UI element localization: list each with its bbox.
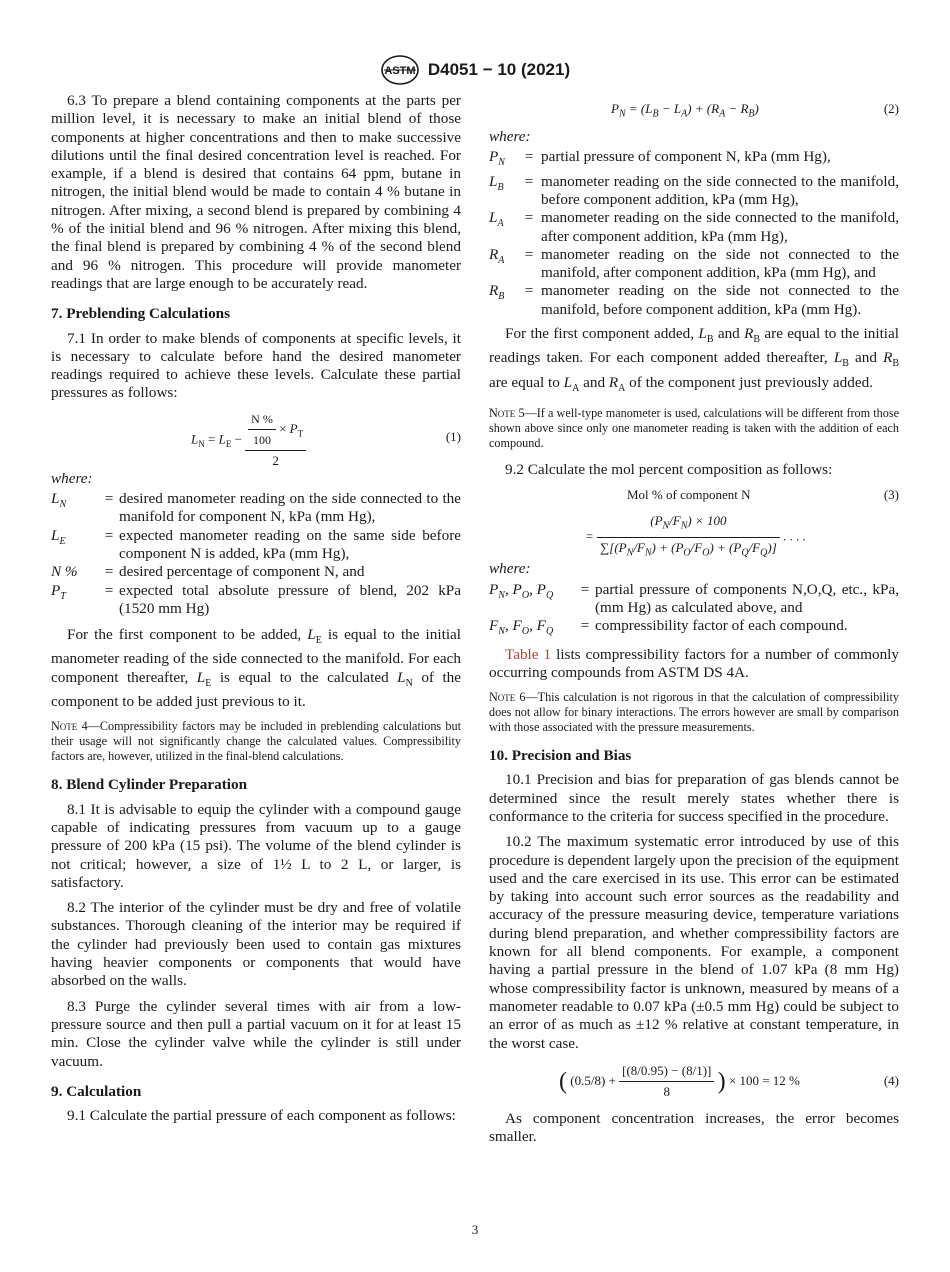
definition-text: manometer reading on the side connected to the manifold, after component addition, kPa (mm Hg), <box>541 209 899 245</box>
definition-equals: = <box>524 148 534 166</box>
equation-3-numerator: $(P_N/F_N) \times 100$ <box>597 512 780 538</box>
equation-3-dots: . . . . <box>783 528 806 544</box>
definition-equals: = <box>104 563 114 581</box>
section-10-2: 10.2 The maximum systematic error introduced by use of this procedure is dependent largely upon the precision of the equipment used and the care exercised in its use. This error can be estimated by taking into account such error sources as the readability and accuracy of the pressure measuring device, temperature variations during blend preparation, and whether compressibility factors are known for all blend components. For example, a component having a partial pressure in the blend of 1.07 kPa (8 mm Hg) whose compressibility factor is unknown, measured by means of a manometer readable to 0.07 kPa (±0.5 mm Hg) could be subject to an error of as much as ±12 % relative at constant temperature, in the worst case. <box>489 833 899 1052</box>
definition-text: partial pressure of component N, kPa (mm Hg), <box>541 148 831 166</box>
astm-logo-icon <box>380 54 420 86</box>
definition-text: manometer reading on the side not connected to the manifold, after component addition, kPa (mm Hg), and <box>541 245 899 282</box>
first-component-paragraph-2: For the first component added, $L_B$ and $R_B$ are equal to the initial readings taken. For each component added thereafter, $L_B$ and $R_B$ are equal to $L_A$ and $R_A$ of the component just previously added. <box>489 325 900 394</box>
definition-equals: = <box>104 526 114 544</box>
table-1-paragraph <box>489 646 899 683</box>
where-label-2: where: <box>489 128 531 145</box>
where-label: where: <box>51 469 93 487</box>
equation-3-number: (3) <box>883 487 899 503</box>
definition-row <box>489 209 899 246</box>
definition-equals: = <box>104 581 114 599</box>
definition-equals: = <box>524 245 534 263</box>
equation-4-left: (0.5/8) + <box>570 1072 616 1088</box>
closing-paragraph: As component concentration increases, the error becomes smaller. <box>489 1109 899 1146</box>
definition-symbol: $L_E$ <box>51 526 66 547</box>
definitions-eq2 <box>489 148 899 319</box>
svg-text:ASTM: ASTM <box>384 65 416 77</box>
note-5-label: Note 5 <box>489 405 525 420</box>
note-4 <box>51 719 461 764</box>
section-10-1: 10.1 Precision and bias for preparation of gas blends cannot be determined since the result merely states whether there is conformance to the criteria for success specified in the procedure. <box>489 771 899 825</box>
definition-equals: = <box>524 282 534 300</box>
equation-1: $L_N = L_E$ − $\frac{N \%}{100}$ × $P_T$ 2 (1) <box>191 411 461 469</box>
section-8-2: 8.2 The interior of the cylinder must be dry and free of volatile substances. Thorough cleaning of the interior may be required if the cylinder had previously been used to contain gas mixtures having heavier components or components that would have absorbed on the walls. <box>51 899 461 990</box>
first-component-paragraph: For the first component to be added, $L_E$ is equal to the initial manometer reading of the side connected to the manifold. For each component thereafter, $L_E$ is equal to the calculated $L_N$ of the component to be added just previous to it. <box>51 626 461 711</box>
section-9-2: 9.2 Calculate the mol percent composition as follows: <box>505 460 833 478</box>
equation-2 <box>489 100 899 122</box>
definition-text: desired manometer reading on the side connected to the manifold for component N, kPa (mm Hg), <box>119 490 461 526</box>
where-label-3: where: <box>489 560 531 578</box>
section-6-3: 6.3 To prepare a blend containing components at the parts per million level, it is necessary to make an initial blend of those components at higher concentrations and then to make successive dilutions until the final desired concentration level is reached. For example, if a blend is desired that contains 64 ppm, butane in nitrogen, the initial blend would be made to contain 4 % butane in nitrogen. After mixing, a second blend is prepared by combining 4 % of the initial blend and 96 % nitrogen. After mixing this blend, the final blend is prepared by combining 4 % of the second blend and 96 % nitrogen. This procedure will provide manometer readings that are large enough to be accurately read. <box>51 92 461 292</box>
definition-text: partial pressure of components N,O,Q, etc., kPa, (mm Hg) as calculated above, and <box>595 580 899 616</box>
page-header <box>0 54 950 86</box>
definition-text: desired percentage of component N, and <box>119 563 365 581</box>
heading-7: 7. Preblending Calculations <box>51 305 231 323</box>
note-5 <box>489 406 899 451</box>
page-number: 3 <box>471 1222 479 1237</box>
equation-4: ( (0.5/8) + $\frac{[(8/0.95) - (8/1)]}{8}$ ) × 100 = 12 % (4) <box>489 1060 899 1104</box>
equation-2-body: $P_N = (L_B - L_A) + (R_A - R_B)$ <box>611 101 759 120</box>
definition-symbol: $P_T$ <box>51 581 66 602</box>
definition-symbol: $L_N$ <box>51 490 67 511</box>
definition-row <box>51 490 461 527</box>
definition-symbol: $R_A$ <box>489 245 505 266</box>
definition-row <box>489 282 899 319</box>
definition-row <box>489 617 899 641</box>
definition-equals: = <box>580 617 590 635</box>
heading-8: 8. Blend Cylinder Preparation <box>51 776 248 794</box>
equation-2-number: (2) <box>883 101 899 116</box>
heading-10: 10. Precision and Bias <box>489 747 632 765</box>
definitions-eq1 <box>51 490 461 618</box>
section-7-1: 7.1 In order to make blends of components at specific levels, it is necessary to calculate before hand the desired manometer readings required to achieve these levels. Calculate these partial pressures as follows: <box>51 329 461 402</box>
definition-row <box>51 527 461 564</box>
equation-4-denominator: 8 <box>663 1084 670 1100</box>
left-column <box>51 92 461 1132</box>
note-6-label: Note 6 <box>489 690 526 705</box>
note-6-text: —This calculation is not rigorous in that the calculation of compressibility does not allow for binary interactions. The errors however are small by comparison with those associated with the pressure measurements. <box>489 690 899 735</box>
right-column <box>489 94 899 1153</box>
definition-text: manometer reading on the side connected to the manifold, before component addition, kPa (mm Hg), <box>541 172 899 208</box>
definition-symbol: $L_B$ <box>489 172 504 193</box>
equation-4-number: (4) <box>883 1072 899 1088</box>
note-4-label: Note 4 <box>51 719 88 734</box>
definition-equals: = <box>580 580 590 598</box>
section-8-1: 8.1 It is advisable to equip the cylinder with a compound gauge capable of indicating pressures from vacuum up to a gauge pressure of 200 kPa (15 psi). The volume of the blend cylinder is not critical; however, a size of 1½ L to 2 L, or larger, is satisfactory. <box>51 800 461 891</box>
definition-row <box>489 246 899 283</box>
definition-symbol: $P_N$ <box>489 148 505 169</box>
definition-row <box>489 581 899 618</box>
definition-equals: = <box>104 490 114 508</box>
equation-4-right: × 100 = 12 % <box>728 1072 800 1088</box>
definition-row <box>489 173 899 210</box>
table-1-text: lists compressibility factors for a number of commonly occurring compounds from ASTM DS 4A. <box>489 645 899 681</box>
equation-4-numerator: [(8/0.95) − (8/1)] <box>619 1062 714 1082</box>
definition-equals: = <box>524 209 534 227</box>
table-1-link[interactable]: Table 1 <box>505 645 552 663</box>
section-8-3: 8.3 Purge the cylinder several times with air from a low-pressure source and then pull a partial vacuum on it for at least 15 min. Close the cylinder valve while the cylinder is still under vacuum. <box>51 997 461 1070</box>
definition-row <box>51 582 461 619</box>
definition-text: expected total absolute pressure of blend, 202 kPa (1520 mm Hg) <box>119 581 461 617</box>
definition-equals: = <box>524 172 534 190</box>
definitions-eq3 <box>489 581 899 642</box>
document-id: D4051 − 10 (2021) <box>427 60 571 79</box>
note-4-text: —Compressibility factors may be included in preblending calculations but their usage will not significantly change the calculated values. Compressibility factors are, however, utilized in the final-blend calculations. <box>51 719 462 764</box>
definition-symbol: N % <box>51 563 78 581</box>
definition-text: expected manometer reading on the same side before component N is added, kPa (mm Hg), <box>119 526 461 562</box>
heading-9: 9. Calculation <box>51 1082 142 1100</box>
definition-text: manometer reading on the side not connected to the manifold, before component addition, kPa (mm Hg). <box>541 282 899 318</box>
definition-row <box>489 148 899 172</box>
definition-text: compressibility factor of each compound. <box>595 617 848 635</box>
definition-symbol: $F_N$, $F_O$, $F_Q$ <box>489 617 554 638</box>
note-6 <box>489 690 899 735</box>
definition-symbol: $P_N$, $P_O$, $P_Q$ <box>489 580 554 601</box>
note-5-text: —If a well-type manometer is used, calculations will be different from those shown above since only one manometer reading is taken with the addition of each compound. <box>489 405 900 450</box>
equation-3-label-row <box>489 486 899 506</box>
section-9-1: 9.1 Calculate the partial pressure of each component as follows: <box>67 1107 456 1125</box>
definition-row <box>51 563 461 581</box>
definition-symbol: $R_B$ <box>489 282 505 303</box>
definition-symbol: $L_A$ <box>489 209 504 230</box>
equation-1-number: (1) <box>445 428 461 444</box>
equation-3: = $\frac{(P_N/F_N) \times 100}{\sum[(P_N/F_N) + (P_O/F_O) + (P_Q/F_Q)]}$ . . . . <box>489 512 899 552</box>
equation-3-label: Mol % of component N <box>627 487 751 503</box>
equation-3-denominator: $\sum[(P_N/F_N) + (P_O/F_O) + (P_Q/F_Q)]$ <box>600 540 777 559</box>
